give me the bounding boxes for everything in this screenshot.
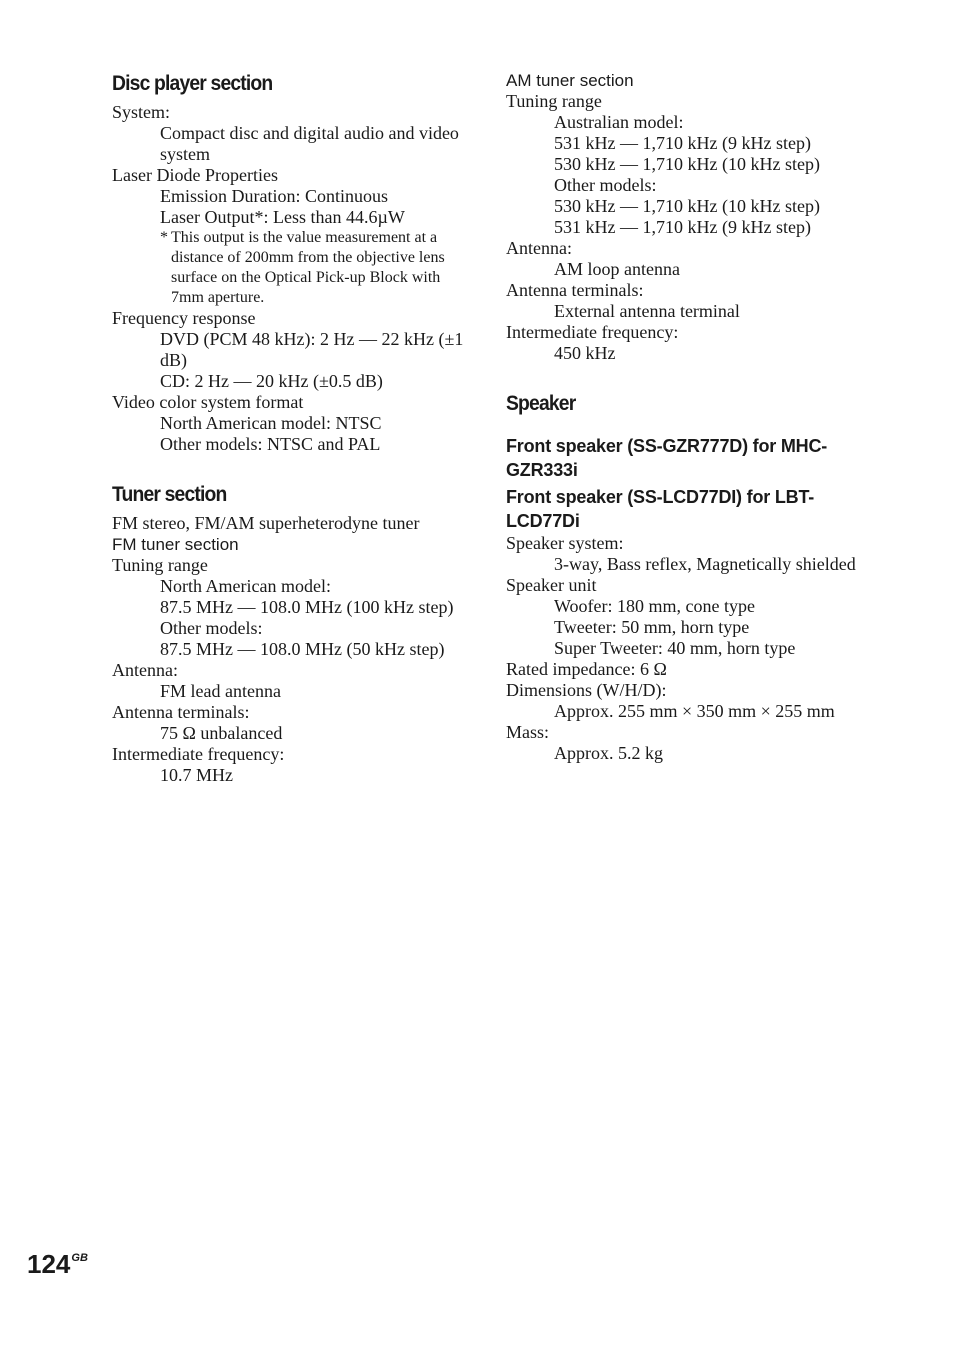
- speaker-system-label: Speaker system:: [506, 533, 624, 553]
- fm-other-range: 87.5 MHz — 108.0 MHz (50 kHz step): [160, 639, 445, 659]
- am-antenna-value: AM loop antenna: [554, 259, 680, 279]
- fm-terminals-label: Antenna terminals:: [112, 702, 250, 722]
- speaker-woofer: Woofer: 180 mm, cone type: [554, 596, 755, 616]
- laser-footnote: [112, 228, 472, 308]
- speaker-mass-label: Mass:: [506, 722, 550, 742]
- fm-na-range: 87.5 MHz — 108.0 MHz (100 kHz step): [160, 597, 454, 617]
- speaker-section-title: Speaker: [506, 392, 576, 415]
- frequency-label: Frequency response: [112, 308, 256, 328]
- page-number-suffix: GB: [71, 1252, 88, 1264]
- tuner-section-title: Tuner section: [112, 483, 227, 506]
- speaker-tweeter: Tweeter: 50 mm, horn type: [554, 617, 750, 637]
- am-if-value: 450 kHz: [554, 343, 616, 363]
- page-number-value: 124: [27, 1249, 71, 1279]
- fm-tuner-heading: FM tuner section: [112, 535, 239, 554]
- speaker-unit-label: Speaker unit: [506, 575, 597, 595]
- fm-antenna-value: FM lead antenna: [160, 681, 281, 701]
- speaker-subheading-2: Front speaker (SS-LCD77DI) for LBT-LCD77Di: [506, 487, 815, 531]
- laser-output: Laser Output*: Less than 44.6µW: [160, 207, 405, 227]
- speaker-dimensions-value: Approx. 255 mm × 350 mm × 255 mm: [554, 701, 835, 721]
- tuner-intro: FM stereo, FM/AM superheterodyne tuner: [112, 513, 420, 533]
- page-number: [27, 1248, 88, 1286]
- right-column: [506, 70, 866, 764]
- am-tuner-heading: AM tuner section: [506, 71, 634, 90]
- am-if-label: Intermediate frequency:: [506, 322, 679, 342]
- speaker-subheading-1: Front speaker (SS-GZR777D) for MHC-GZR333i: [506, 436, 828, 480]
- footnote-text: This output is the value measurement at a distance of 200mm from the objective lens surface on the Optical Pick-up Block with 7mm aperture.: [171, 229, 445, 306]
- am-au-model: Australian model:: [554, 112, 684, 132]
- fm-if-label: Intermediate frequency:: [112, 744, 285, 764]
- am-au-range-2: 530 kHz — 1,710 kHz (10 kHz step): [554, 154, 820, 174]
- laser-label: Laser Diode Properties: [112, 165, 278, 185]
- am-other-models: Other models:: [554, 175, 657, 195]
- am-other-range-1: 530 kHz — 1,710 kHz (10 kHz step): [554, 196, 820, 216]
- footnote-mark: *: [160, 229, 168, 246]
- fm-antenna-label: Antenna:: [112, 660, 178, 680]
- speaker-super-tweeter: Super Tweeter: 40 mm, horn type: [554, 638, 796, 658]
- fm-terminals-value: 75 Ω unbalanced: [160, 723, 283, 743]
- am-au-range-1: 531 kHz — 1,710 kHz (9 kHz step): [554, 133, 811, 153]
- disc-player-section-title: Disc player section: [112, 72, 273, 95]
- speaker-impedance: Rated impedance: 6 Ω: [506, 659, 667, 679]
- frequency-cd: CD: 2 Hz — 20 kHz (±0.5 dB): [160, 371, 383, 391]
- speaker-mass-value: Approx. 5.2 kg: [554, 743, 663, 763]
- video-north-american: North American model: NTSC: [160, 413, 382, 433]
- video-label: Video color system format: [112, 392, 304, 412]
- video-other: Other models: NTSC and PAL: [160, 434, 381, 454]
- system-value: Compact disc and digital audio and video system: [160, 123, 459, 164]
- frequency-dvd: DVD (PCM 48 kHz): 2 Hz — 22 kHz (±1 dB): [160, 329, 464, 370]
- fm-if-value: 10.7 MHz: [160, 765, 233, 785]
- emission-duration: Emission Duration: Continuous: [160, 186, 389, 206]
- am-terminals-label: Antenna terminals:: [506, 280, 644, 300]
- system-label: System:: [112, 102, 171, 122]
- am-tuning-label: Tuning range: [506, 91, 602, 111]
- left-column: [112, 70, 472, 786]
- am-terminals-value: External antenna terminal: [554, 301, 740, 321]
- am-other-range-2: 531 kHz — 1,710 kHz (9 kHz step): [554, 217, 811, 237]
- am-antenna-label: Antenna:: [506, 238, 572, 258]
- fm-na-model: North American model:: [160, 576, 331, 596]
- speaker-system-value: 3-way, Bass reflex, Magnetically shielded: [554, 554, 856, 574]
- fm-other-models: Other models:: [160, 618, 263, 638]
- speaker-dimensions-label: Dimensions (W/H/D):: [506, 680, 667, 700]
- fm-tuning-label: Tuning range: [112, 555, 208, 575]
